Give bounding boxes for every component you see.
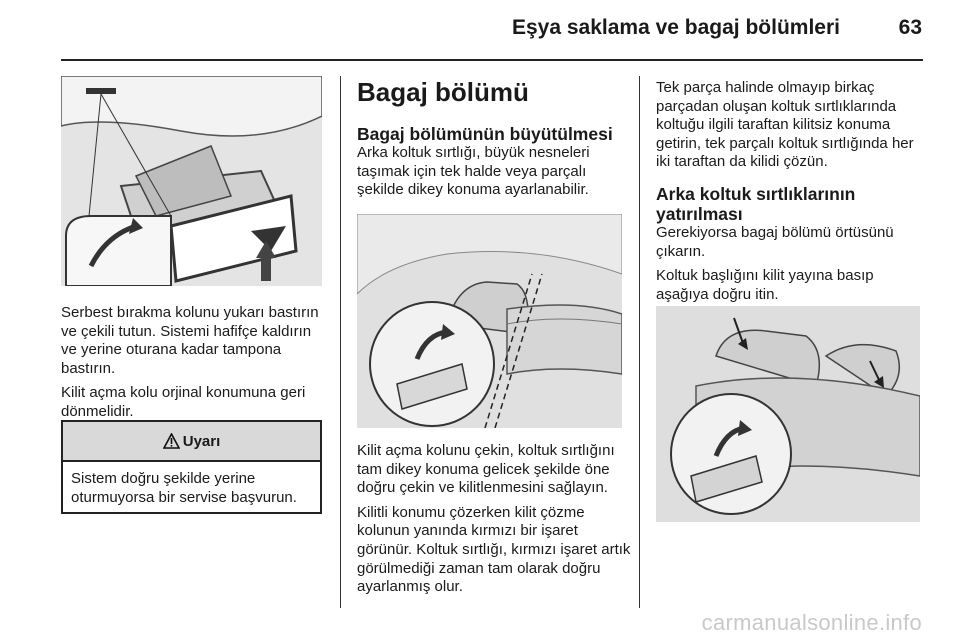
- illustration-release-lever: [61, 76, 322, 286]
- unlock-instruction: Kilit açma kolunu çekin, koltuk sırtlığını tam dikey konuma gelicek şekilde öne doğru çekin ve kilitlenmesini sağlayın.: [357, 442, 615, 497]
- red-mark-note: Kilitli konumu çözerken kilit çözme kolunun yanında kırmızı bir işaret görünür. Koltuk sırtlığı, kırmızı işaret artık görülmediği zaman tam olarak doğru ayarlanmış olur.: [357, 503, 631, 596]
- seatback-intro: Arka koltuk sırtlığı, büyük nesneleri taşımak için tek halde veya parçalı şekilde dikey konuma ayarlanabilir.: [357, 144, 590, 199]
- split-seatback-note: Tek parça halinde olmayıp birkaç parçadan oluşan koltuk sırtlıklarında koltuğu ilgili taraftan kilitsiz konuma getirin, tek parçalı koltuk sırtlığında her iki taraftan da kilidi çözün.: [656, 79, 914, 171]
- right-column-text: [656, 79, 926, 310]
- page-number: 63: [898, 16, 922, 39]
- warning-text: Sistem doğru şekilde yerine oturmuyorsa bir servise başvurun.: [71, 470, 297, 506]
- fold-seatbacks-heading: Arka koltuk sırtlıklarının yatırılması: [656, 183, 856, 224]
- middle-column-bottom: [357, 442, 632, 603]
- lever-return-note: Kilit açma kolu orjinal konumuna geri dönmelidir.: [61, 384, 306, 420]
- figure-seatback-upright: [357, 214, 622, 428]
- watermark: carmanualsonline.info: [701, 610, 922, 635]
- middle-column-top: [357, 76, 627, 206]
- subsection-heading: Bagaj bölümünün büyütülmesi: [357, 124, 613, 144]
- warning-title: Uyarı: [182, 432, 221, 450]
- section-heading: Bagaj bölümü: [357, 77, 529, 107]
- remove-cover-instruction: Gerekiyorsa bagaj bölümü örtüsünü çıkarın.: [656, 223, 894, 260]
- page-header-title: Eşya saklama ve bagaj bölümleri: [511, 16, 840, 39]
- illustration-seatback-upright: [357, 214, 622, 428]
- warning-icon: [163, 433, 180, 449]
- column-divider-right: [639, 76, 640, 608]
- left-column-text: [61, 304, 326, 428]
- release-lever-instruction: Serbest bırakma kolunu yukarı bastırın ve çekili tutun. Sistemi hafifçe kaldırın ve yerine oturana kadar tampona bastırın.: [61, 304, 319, 377]
- press-headrest-instruction: Koltuk başlığını kilit yayına basıp aşağıya doğru itin.: [656, 267, 874, 303]
- column-divider-left: [340, 76, 341, 608]
- figure-release-lever: [61, 76, 322, 286]
- figure-fold-headrest: [656, 306, 920, 522]
- illustration-fold-headrest: [656, 306, 920, 522]
- warning-header: [63, 422, 320, 462]
- header-rule: [61, 59, 923, 61]
- warning-box: [61, 420, 322, 514]
